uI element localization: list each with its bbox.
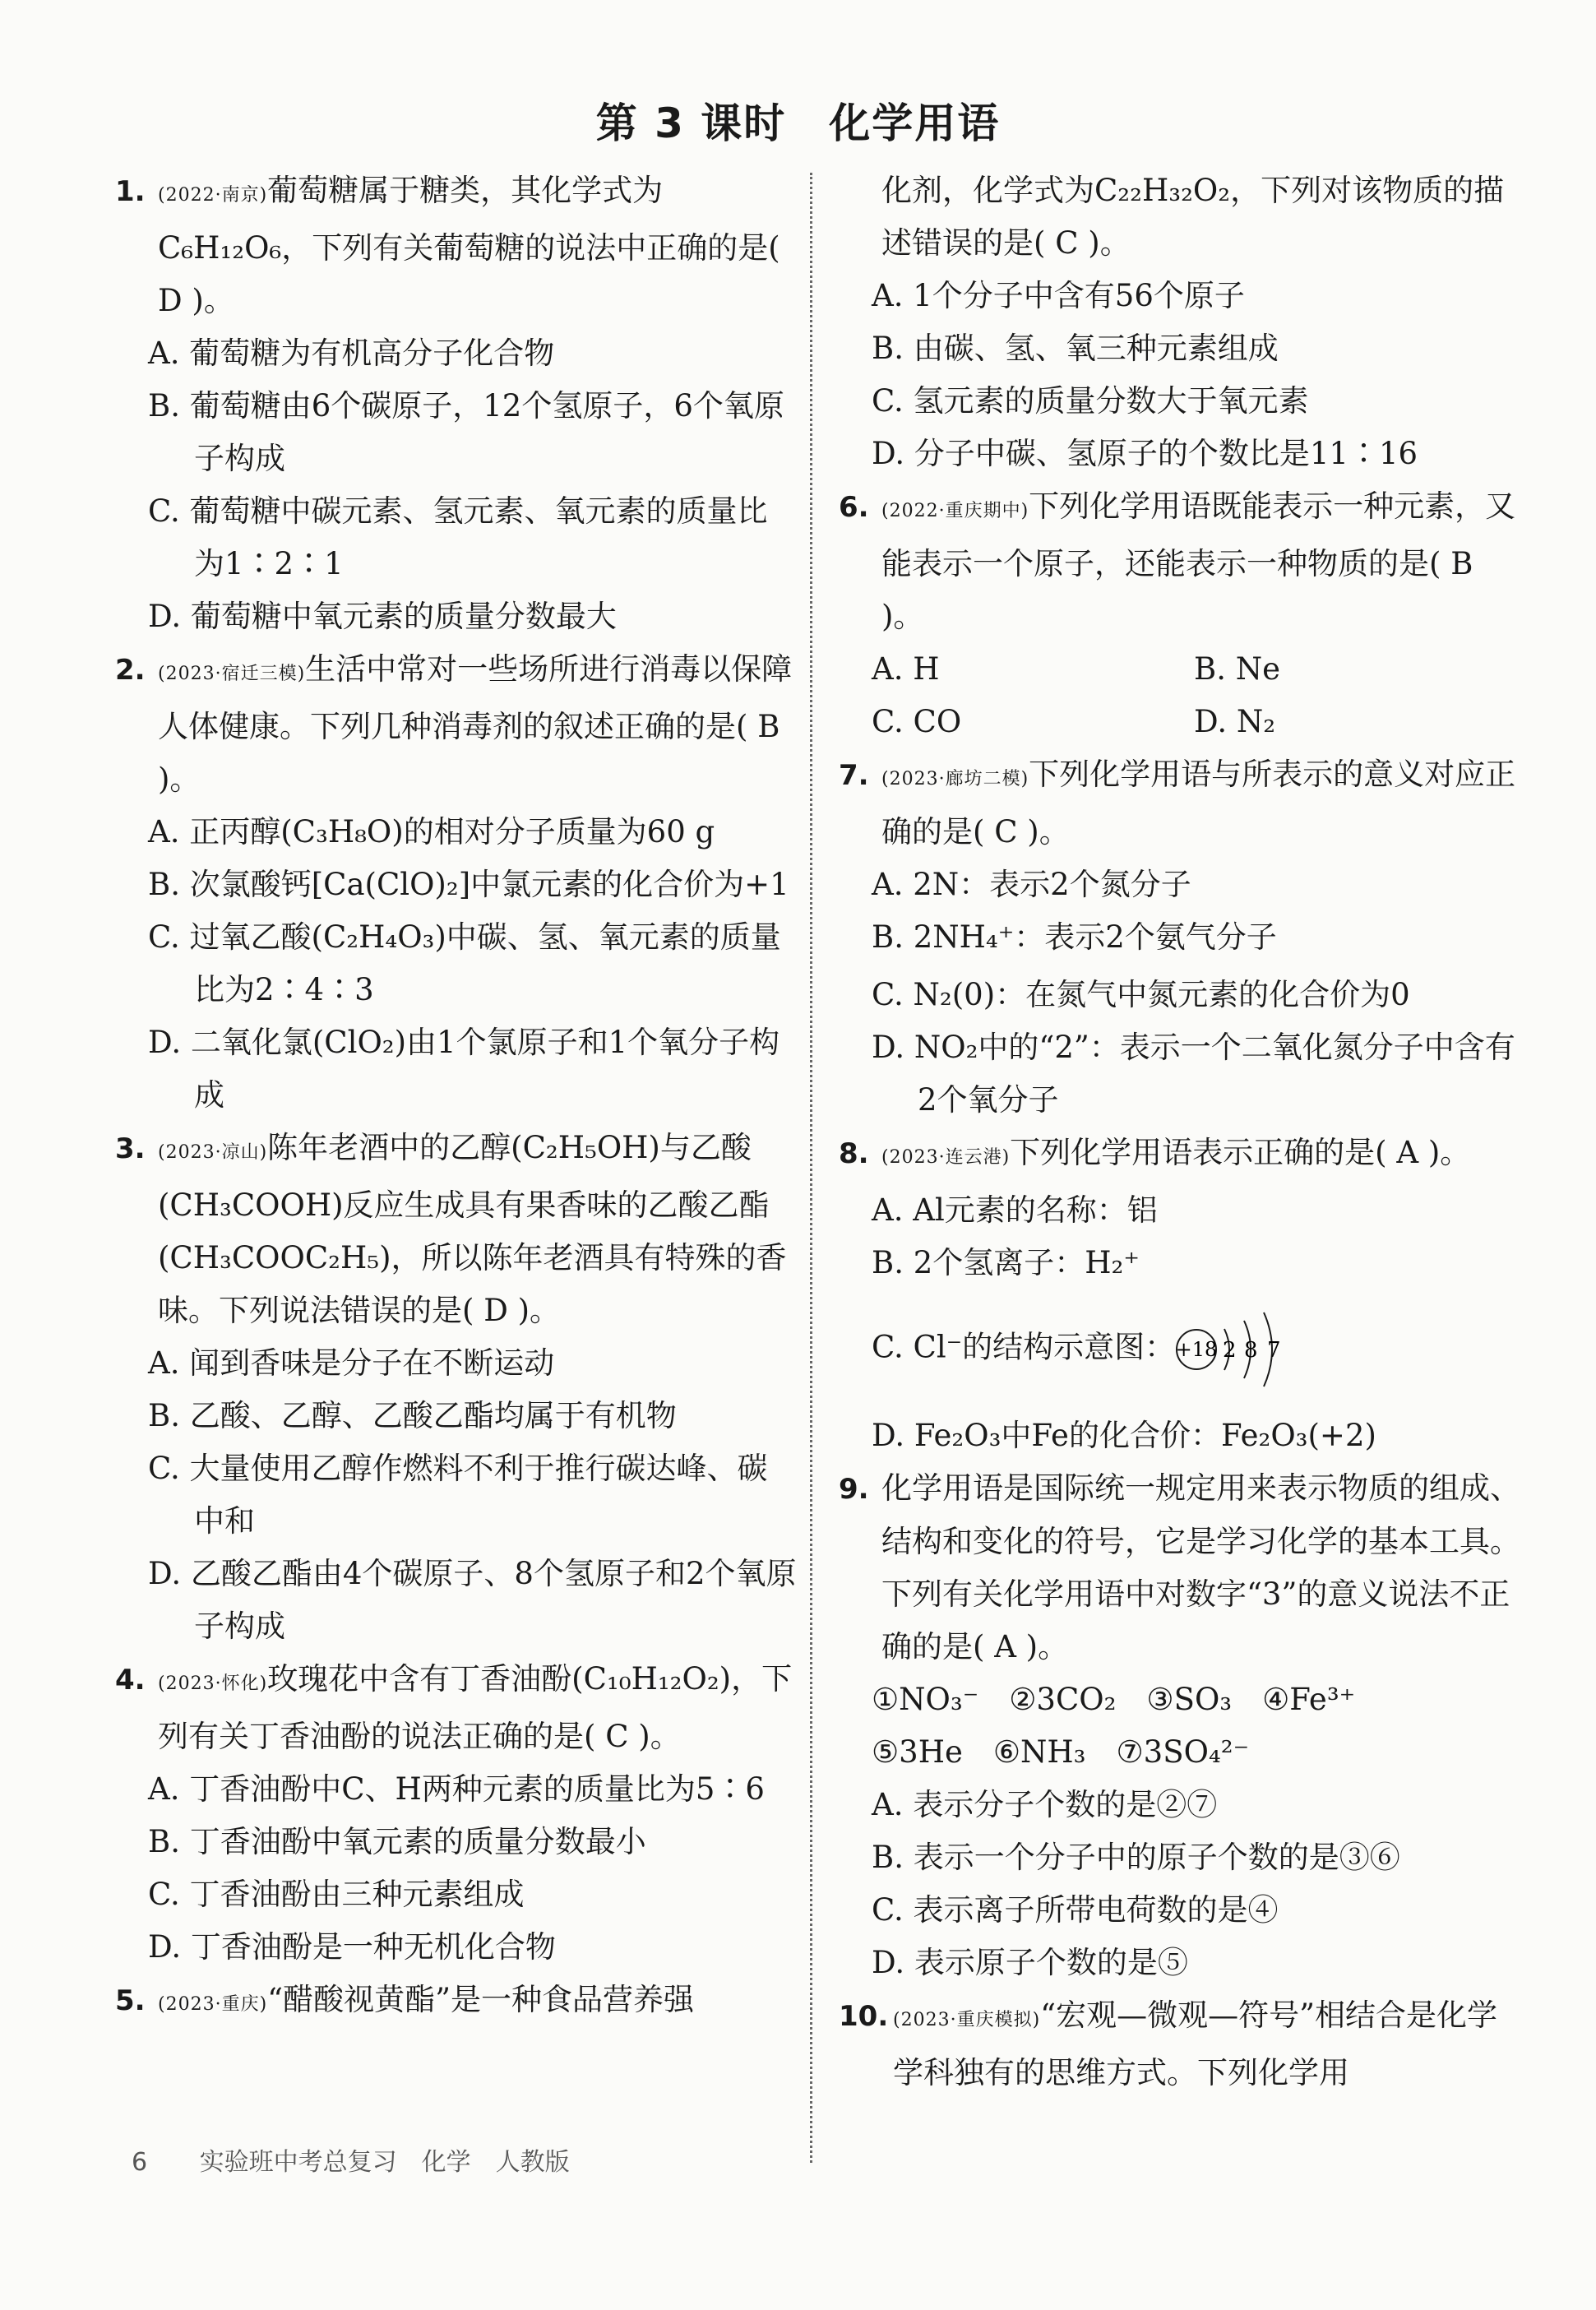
page-number: 6 (132, 2148, 148, 2177)
shell-electrons: 8 (1244, 1338, 1258, 1363)
option-d: D. 分子中碳、氢原子的个数比是11∶16 (872, 436, 1418, 471)
question-number: 8. (839, 1137, 869, 1170)
question-text: “宏观—微观—符号”相结合是化学学科独有的思维方式。下列化学用 (893, 1998, 1497, 2090)
column-divider (810, 173, 812, 2163)
question-source: (2023·凉山) (158, 1142, 268, 1163)
option-c-text: C. Cl⁻的结构示意图： (872, 1329, 1176, 1365)
option-a: A. 葡萄糖为有机高分子化合物 (148, 336, 555, 371)
question-4-stem (115, 1653, 798, 1763)
question-source: (2023·重庆模拟) (893, 2010, 1041, 2030)
option-b: B. 2NH₄⁺：表示2个氨气分子 (872, 919, 1277, 955)
question-text: 生活中常对一些场所进行消毒以保障人体健康。下列几种消毒剂的叙述正确的是( B )。 (158, 651, 793, 797)
option-c: C. CO (872, 704, 962, 739)
option-b: B. 由碳、氢、氧三种元素组成 (872, 331, 1279, 366)
option-b: B. 乙酸、乙醇、乙酸乙酯均属于有机物 (148, 1398, 677, 1433)
chloride-structure-diagram (1175, 1304, 1298, 1395)
question-9 (839, 1462, 1521, 1989)
left-column (115, 164, 798, 2031)
option-d: D. Fe₂O₃中Fe的化合价：Fe₂O₃(+2) (872, 1418, 1376, 1453)
question-text: 玫瑰花中含有丁香油酚(C₁₀H₁₂O₂)，下列有关丁香油酚的说法正确的是( C )。 (158, 1661, 793, 1754)
question-6-stem (839, 480, 1521, 643)
question-number: 2. (115, 654, 146, 687)
page-footer (132, 2141, 570, 2178)
formula-list-2: ⑤3He ⑥NH₃ ⑦3SO₄²⁻ (872, 1734, 1250, 1770)
question-text: 下列化学用语表示正确的是( A )。 (1010, 1135, 1471, 1170)
options-row-2 (839, 696, 1521, 748)
question-text: 下列化学用语与所表示的意义对应正确的是( C )。 (881, 757, 1516, 849)
question-text: “醋酸视黄酯”是一种食品营养强 (267, 1982, 694, 2017)
question-text: 葡萄糖属于糖类，其化学式为C₆H₁₂O₆，下列有关葡萄糖的说法中正确的是( D )。 (158, 173, 780, 318)
question-text: 下列化学用语既能表示一种元素，又能表示一个原子，还能表示一种物质的是( B )。 (881, 488, 1516, 634)
question-source: (2023·宿迁三模) (158, 664, 306, 684)
option-c: C. 大量使用乙醇作燃料不利于推行碳达峰、碳中和 (148, 1451, 768, 1539)
question-6 (839, 480, 1521, 748)
option-d: D. NO₂中的“2”：表示一个二氧化氮分子中含有2个氧分子 (872, 1030, 1515, 1118)
formula-list-1: ①NO₃⁻ ②3CO₂ ③SO₃ ④Fe³⁺ (872, 1682, 1356, 1717)
option-c: C. 表示离子所带电荷数的是④ (872, 1892, 1279, 1928)
question-1-stem (115, 164, 798, 327)
question-number: 9. (839, 1473, 869, 1506)
question-5-start (115, 1974, 798, 2031)
option-c: C. N₂(0)：在氮气中氮元素的化合价为0 (872, 977, 1410, 1012)
question-7-stem (839, 748, 1521, 859)
option-a: A. 丁香油酚中C、H两种元素的质量比为5∶6 (148, 1771, 765, 1807)
question-number: 6. (839, 491, 869, 524)
option-a: A. 表示分子个数的是②⑦ (872, 1787, 1218, 1822)
option-c (839, 1304, 1521, 1395)
option-d: D. N₂ (1194, 704, 1276, 739)
option-b: B. 表示一个分子中的原子个数的是③⑥ (872, 1840, 1400, 1875)
question-2 (115, 643, 798, 1122)
shell-electrons: 7 (1267, 1338, 1281, 1363)
option-c: C. 丁香油酚由三种元素组成 (148, 1877, 525, 1912)
right-column (839, 164, 1521, 2099)
option-b: B. 葡萄糖由6个碳原子，12个氢原子，6个氧原子构成 (148, 388, 784, 476)
book-title: 实验班中考总复习 化学 人教版 (199, 2148, 570, 2177)
option-d: D. 乙酸乙酯由4个碳原子、8个氢原子和2个氧原子构成 (148, 1556, 797, 1644)
nucleus-charge: +18 (1175, 1338, 1218, 1361)
option-a: A. 1个分子中含有56个原子 (872, 278, 1245, 313)
option-d: D. 二氧化氯(ClO₂)由1个氯原子和1个氧分子构成 (148, 1025, 780, 1113)
question-source: (2023·连云港) (881, 1147, 1011, 1168)
question-number: 7. (839, 759, 869, 792)
question-10-stem (839, 1989, 1521, 2099)
option-c: C. 氢元素的质量分数大于氧元素 (872, 383, 1309, 419)
question-10 (839, 1989, 1521, 2099)
question-number: 5. (115, 1984, 146, 2017)
shell-electrons: 2 (1223, 1338, 1237, 1363)
question-5-stem (115, 1974, 798, 2031)
question-source: (2023·重庆) (158, 1994, 268, 2015)
question-8 (839, 1127, 1521, 1462)
question-3 (115, 1122, 798, 1653)
question-text: 化学用语是国际统一规定用来表示物质的组成、结构和变化的符号，它是学习化学的基本工具。下列有关化学用语中对数字“3”的意义说法不正确的是( A )。 (881, 1470, 1520, 1664)
option-a: A. Al元素的名称：铝 (872, 1192, 1158, 1228)
question-text: 陈年老酒中的乙醇(C₂H₅OH)与乙酸(CH₃COOH)反应生成具有果香味的乙酸乙酯(CH₃COOC₂H₅)，所以陈年老酒具有特殊的香味。下列说法错误的是( D )。 (158, 1130, 787, 1328)
option-d: D. 葡萄糖中氧元素的质量分数最大 (148, 599, 617, 634)
option-b: B. 丁香油酚中氧元素的质量分数最小 (148, 1824, 646, 1859)
question-source: (2022·南京) (158, 185, 268, 206)
question-number: 4. (115, 1664, 146, 1697)
question-number: 3. (115, 1132, 146, 1165)
question-source: (2022·重庆期中) (881, 501, 1029, 521)
option-c: C. 过氧乙酸(C₂H₄O₃)中碳、氢、氧元素的质量比为2∶4∶3 (148, 919, 781, 1007)
question-number: 10. (839, 2000, 889, 2033)
question-8-stem (839, 1127, 1521, 1184)
option-d: D. 表示原子个数的是⑤ (872, 1945, 1188, 1980)
question-7 (839, 748, 1521, 1127)
question-9-stem (839, 1462, 1521, 1673)
question-5-continued (839, 164, 1521, 480)
question-source: (2023·廊坊二模) (881, 769, 1029, 789)
option-a: A. 正丙醇(C₃H₈O)的相对分子质量为60 g (148, 814, 715, 849)
question-1 (115, 164, 798, 643)
question-4 (115, 1653, 798, 1974)
option-d: D. 丁香油酚是一种无机化合物 (148, 1929, 556, 1965)
option-b: B. 次氯酸钙[Ca(ClO)₂]中氯元素的化合价为+1 (148, 867, 789, 902)
option-b: B. Ne (1194, 651, 1280, 687)
option-a: A. H (872, 651, 940, 687)
option-c: C. 葡萄糖中碳元素、氢元素、氧元素的质量比为1∶2∶1 (148, 493, 768, 581)
option-a: A. 闻到香味是分子在不断运动 (148, 1345, 555, 1381)
question-3-stem (115, 1122, 798, 1337)
option-a: A. 2N：表示2个氮分子 (872, 867, 1191, 902)
page-title: 第 3 课时 化学用语 (595, 100, 1001, 147)
question-5-stem-continued: 化剂，化学式为C₂₂H₃₂O₂，下列对该物质的描述错误的是( C )。 (881, 173, 1505, 261)
option-b: B. 2个氢离子：H₂⁺ (872, 1245, 1140, 1280)
options-row-1 (839, 643, 1521, 696)
question-number: 1. (115, 175, 146, 208)
question-source: (2023·怀化) (158, 1673, 268, 1694)
question-2-stem (115, 643, 798, 806)
